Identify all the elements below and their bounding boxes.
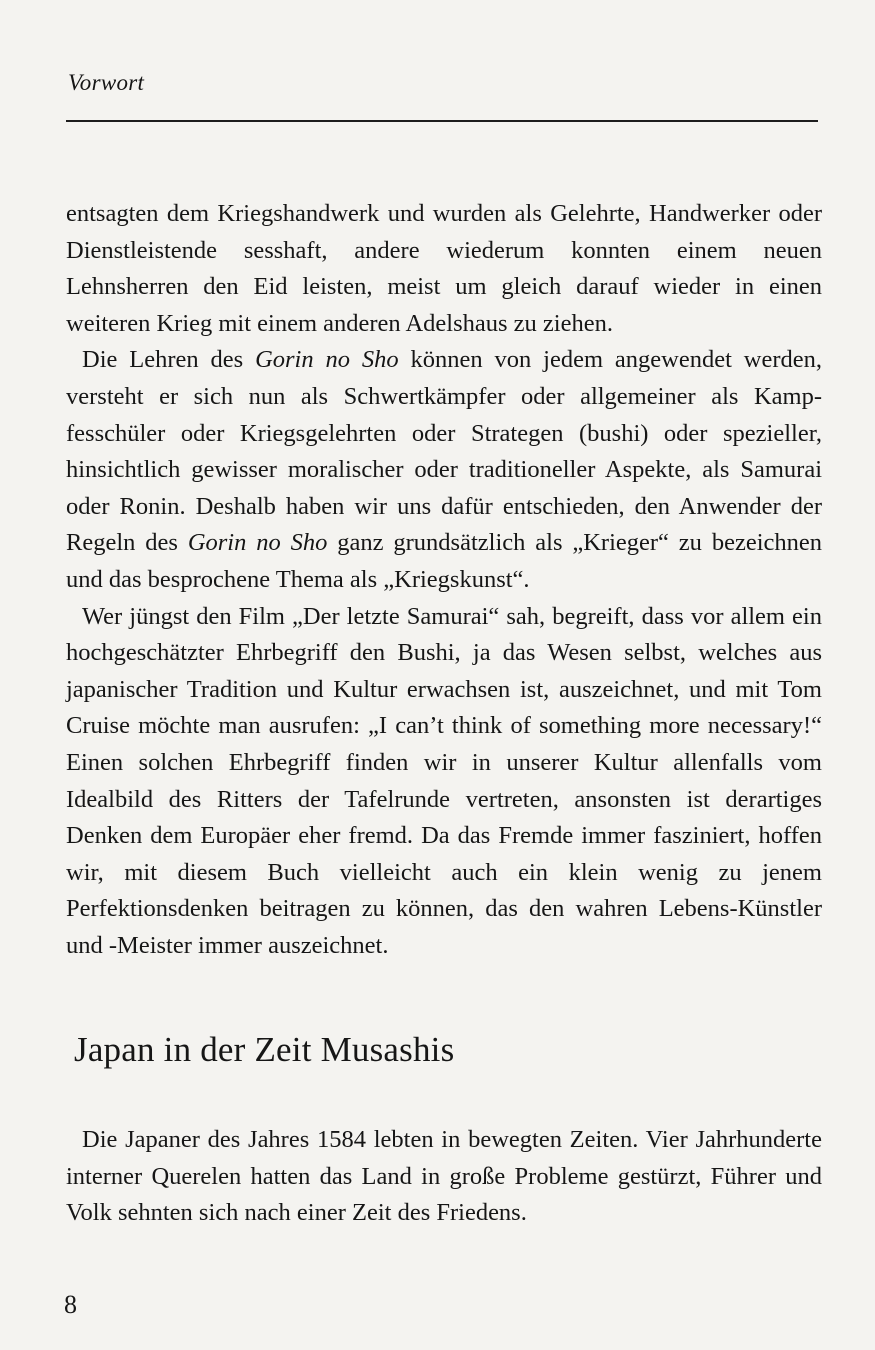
header-rule	[66, 120, 818, 122]
section-paragraph-1: Die Japaner des Jahres 1584 lebten in bewegten Zeiten. Vier Jahrhunderte interner Querelen hatten das Land in große Probleme gestürzt, Führer und Volk sehnten sich nach einer Zeit des Friedens.	[66, 1126, 822, 1227]
paragraph-2-part-a: Die Lehren des	[82, 346, 256, 374]
paragraph-2-part-c: ganz grundsätzlich als „Krieger“ zu bezeichnen und das besprochene Thema als „Kriegskunst“.	[66, 529, 822, 593]
section-text	[66, 1122, 822, 1232]
paragraph-2	[66, 342, 822, 598]
paragraph-1: entsagten dem Kriegshandwerk und wurden als Gelehrte, Handwerker oder Dienstleistende sesshaft, andere wiederum konnten einem neuen Lehnsherren den Eid leisten, meist um gleich darauf wieder in einen weiteren Krieg mit einem anderen Adelshaus zu ziehen.	[66, 200, 822, 337]
book-title-gorin-no-sho-2: Gorin no Sho	[187, 529, 328, 557]
paragraph-3: Wer jüngst den Film „Der letzte Samurai“ sah, begreift, dass vor allem ein hochgeschätzter Ehrbegriff den Bushi, ja das Wesen selbst, welches aus japanischer Tradition und Kultur erwachsen ist, auszeichnet, und mit Tom Cruise möchte man ausrufen: „I can’t think of something more necessary!“ Einen solchen Ehrbegriff finden wir in unserer Kultur allenfalls vom Idealbild des Ritters der Tafelrunde vertreten, ansonsten ist derartiges Denken dem Europäer eher fremd. Da das Fremde immer fasziniert, hoffen wir, mit diesem Buch vielleicht auch ein klein wenig zu jenem Perfektionsdenken beitragen zu können, das den wahren Lebens-Künstler und -Meister immer auszeichnet.	[66, 602, 822, 959]
book-title-gorin-no-sho: Gorin no Sho	[255, 346, 399, 374]
body-text	[66, 196, 822, 964]
running-header: Vorwort	[68, 70, 145, 95]
paragraph-2-part-b: können von jedem angewendet werden, versteht er sich nun als Schwertkämpfer oder allgemeiner als Kampfesschüler oder Kriegsgelehrten oder Strategen (bushi) oder spezieller, hinsichtlich gewisser moralischer oder traditioneller Aspekte, als Samurai oder Ronin. Deshalb haben wir uns dafür entschieden, den Anwender der Regeln des	[66, 346, 822, 557]
section-heading: Japan in der Zeit Musashis	[74, 1030, 455, 1069]
page-number: 8	[64, 1290, 77, 1319]
